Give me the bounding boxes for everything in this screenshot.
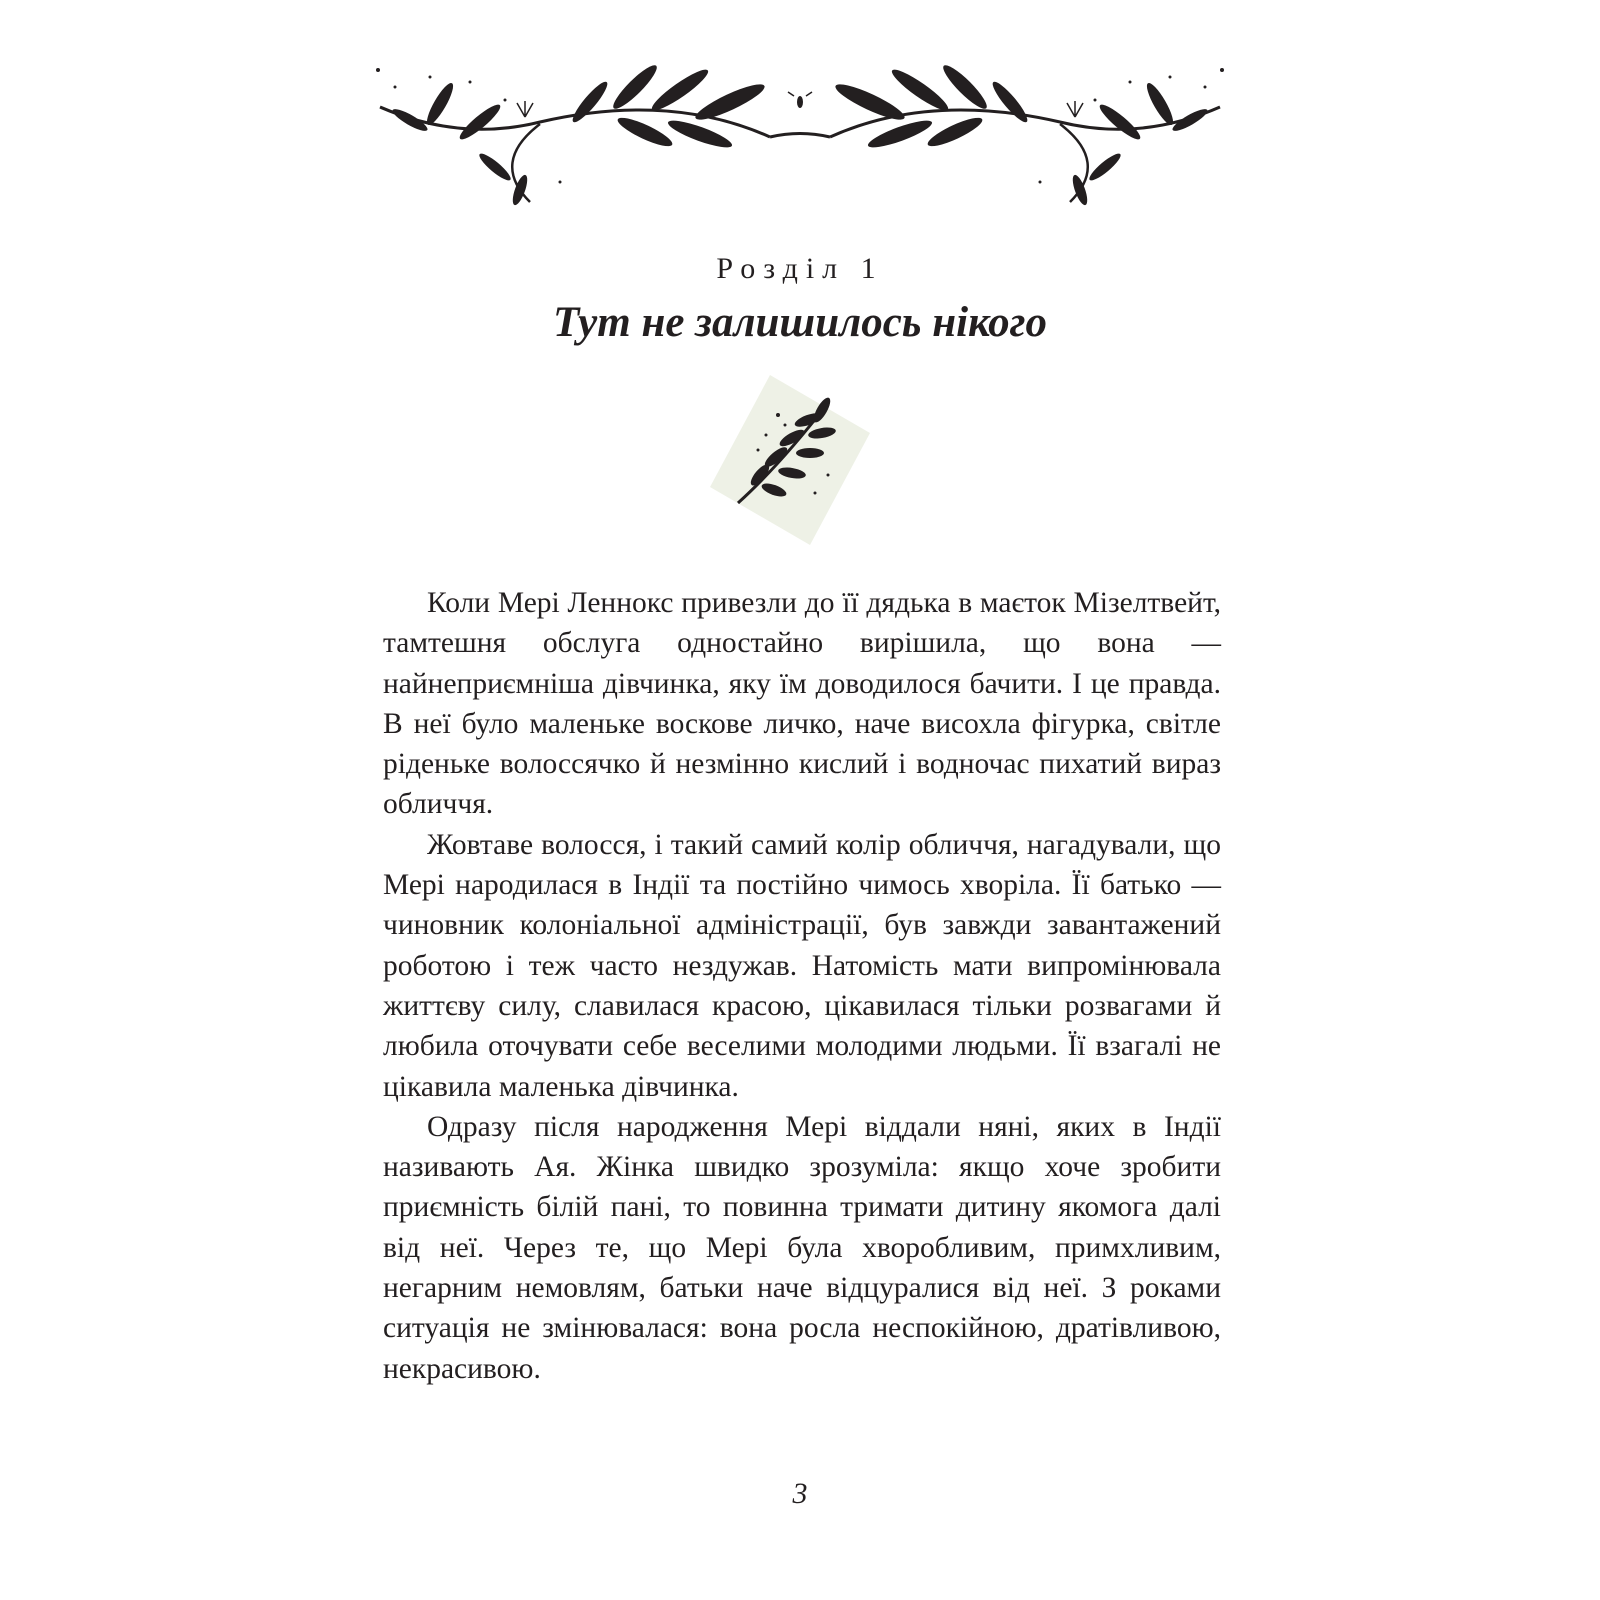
paragraph-1: Коли Мері Леннокс привезли до її дядька в маєток Мізелтвейт, тамтешня обслуга одностайно вирішила, що вона — найнеприємніша дівчинка, яку їм доводилося бачити. І це правда. В неї було маленьке воскове личко, наче висохла фігурка, світле ріденьке волоссячко й незмінно кислий і водночас пихатий вираз обличчя. [383,587,1221,821]
chapter-body [383,583,1221,1389]
paragraph-3: Одразу після народження Мері віддали няні, яких в Індії називають Ая. Жінка швидко зрозуміла: якщо хоче зробити приємність білій пані, то повинна тримати дитину якомога далі від неї. Через те, що Мері була хворобливим, примхливим, негарним немовлям, батьки наче відцуралися від неї. З роками ситуація не змінювалася: вона росла неспокійною, дратівливою, некрасивою. [383,1110,1221,1385]
floral-vignette-icon [370,62,1230,212]
chapter-label: Розділ 1 [716,252,884,285]
leaf-sprig-icon [710,375,870,555]
page-number: 3 [792,1477,808,1510]
paragraph-2: Жовтаве волосся, і такий самий колір обличчя, нагадували, що Мері народилася в Індії та постійно чимось хворіла. Її батько — чиновник колоніальної адміністрації, був завжди завантажений роботою і теж часто нездужав. Натомість мати випромінювала життєву силу, славилася красою, цікавилася тільки розвагами й любила оточувати себе веселими молодими людьми. Її взагалі не цікавила маленька дівчинка. [383,828,1221,1103]
chapter-title: Тут не залишилось нікого [552,299,1048,346]
